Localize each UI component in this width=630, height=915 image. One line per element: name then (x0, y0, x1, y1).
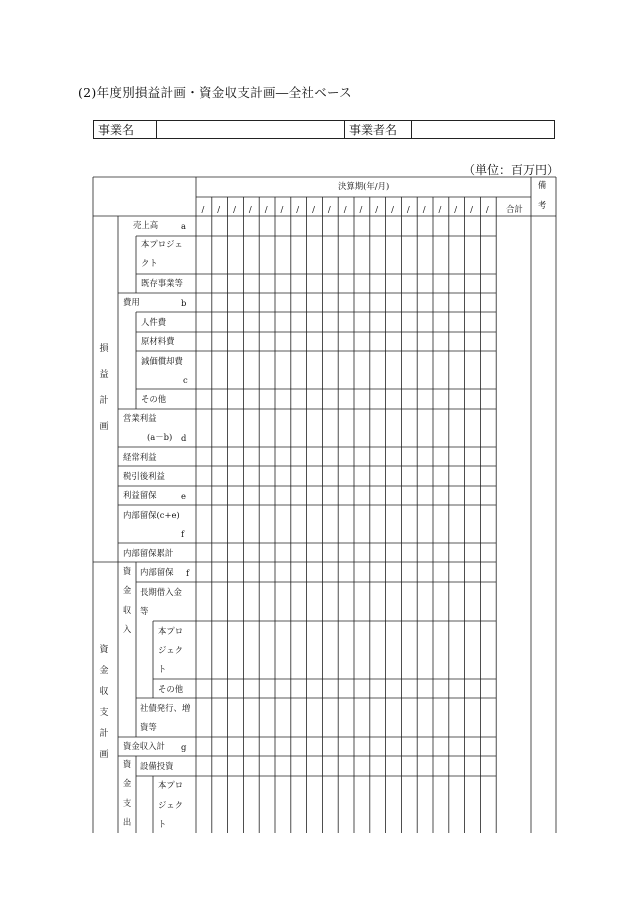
period-col-17: / (454, 204, 458, 214)
row-after-tax-profit: 税引後利益 (123, 471, 165, 481)
row-operating-profit: 営業利益 (123, 413, 157, 423)
row-depreciation: 減価償却費 (141, 356, 183, 366)
outflow-sub-label: 資 金 支 出 (122, 759, 132, 828)
row-out-project-1: 本プロ (158, 780, 184, 790)
row-internal-cumulative: 内部留保累計 (123, 548, 174, 558)
row-out-project-2: ジェク (158, 800, 183, 810)
pl-section-label: 損 益 計 画 (99, 344, 109, 432)
period-col-10: / (343, 204, 347, 214)
row-material: 原材料費 (141, 336, 175, 346)
row-out-project-3: ト (158, 819, 167, 829)
period-col-11: / (359, 204, 363, 214)
business-owner-label: 事業者名 (345, 121, 412, 139)
row-project-1: 本プロジェ (141, 239, 183, 249)
row-income-total-tag: g (181, 742, 187, 752)
row-in-project-2: ジェク (158, 645, 183, 655)
row-retained: 利益留保 (123, 490, 157, 500)
row-bonds-1: 社債発行、増 (140, 703, 191, 713)
period-col-12: / (375, 204, 379, 214)
row-in-project-3: ト (158, 664, 167, 674)
row-other: その他 (141, 394, 167, 404)
row-operating-formula: (a－b) (147, 432, 173, 442)
row-in-other: その他 (158, 684, 184, 694)
period-col-15: / (422, 204, 426, 214)
row-depreciation-tag: c (183, 375, 188, 385)
row-existing: 既存事業等 (141, 278, 183, 288)
period-col-18: / (470, 204, 473, 214)
row-cost: 費用 (123, 297, 140, 307)
period-col-1: / (201, 204, 205, 214)
cf-section-label: 資 金 収 支 計 画 (99, 645, 109, 760)
period-col-13: / (391, 204, 394, 214)
period-col-8: / (312, 204, 315, 214)
row-operating-tag: d (181, 433, 187, 443)
row-project-2: クト (141, 258, 158, 268)
unit-label: （単位：百万円） (463, 163, 560, 177)
row-income-total: 資金収入計 (123, 741, 165, 751)
row-in-internal: 内部留保 (140, 567, 174, 577)
row-in-project-1: 本プロ (158, 626, 184, 636)
row-bonds-2: 資等 (140, 722, 157, 732)
period-col-14: / (406, 204, 410, 214)
row-cost-tag: b (181, 298, 187, 308)
row-internal: 内部留保(c+e) (123, 510, 180, 520)
period-col-19: / (485, 204, 489, 214)
period-col-5: / (264, 204, 268, 214)
row-loans-1: 長期借入金 (140, 587, 182, 597)
period-col-6: / (280, 204, 284, 214)
page-title: (2)年度別損益計画・資金収支計画―全社ベース (78, 85, 352, 100)
total-header: 合計 (506, 204, 523, 214)
income-sub-label: 資 金 収 入 (122, 566, 132, 635)
row-ordinary-profit: 経常利益 (123, 452, 157, 462)
row-sales-tag: a (181, 221, 186, 231)
period-col-9: / (327, 204, 331, 214)
period-header: 決算期(年/月) (338, 181, 390, 191)
business-name-label: 事業名 (94, 121, 157, 139)
period-col-2: / (217, 204, 221, 214)
row-labor: 人件費 (141, 317, 167, 327)
row-in-internal-tag: f (186, 568, 190, 578)
period-col-4: / (248, 204, 252, 214)
row-sales: 売上高 (133, 220, 159, 230)
period-col-7: / (296, 204, 300, 214)
row-retained-tag: e (181, 491, 186, 501)
period-col-16: / (438, 204, 442, 214)
period-col-3: / (233, 204, 236, 214)
remarks-header: 備 考 (537, 180, 547, 211)
row-loans-2: 等 (140, 606, 149, 616)
row-capex: 設備投資 (140, 761, 174, 771)
row-internal-tag: f (181, 529, 185, 539)
